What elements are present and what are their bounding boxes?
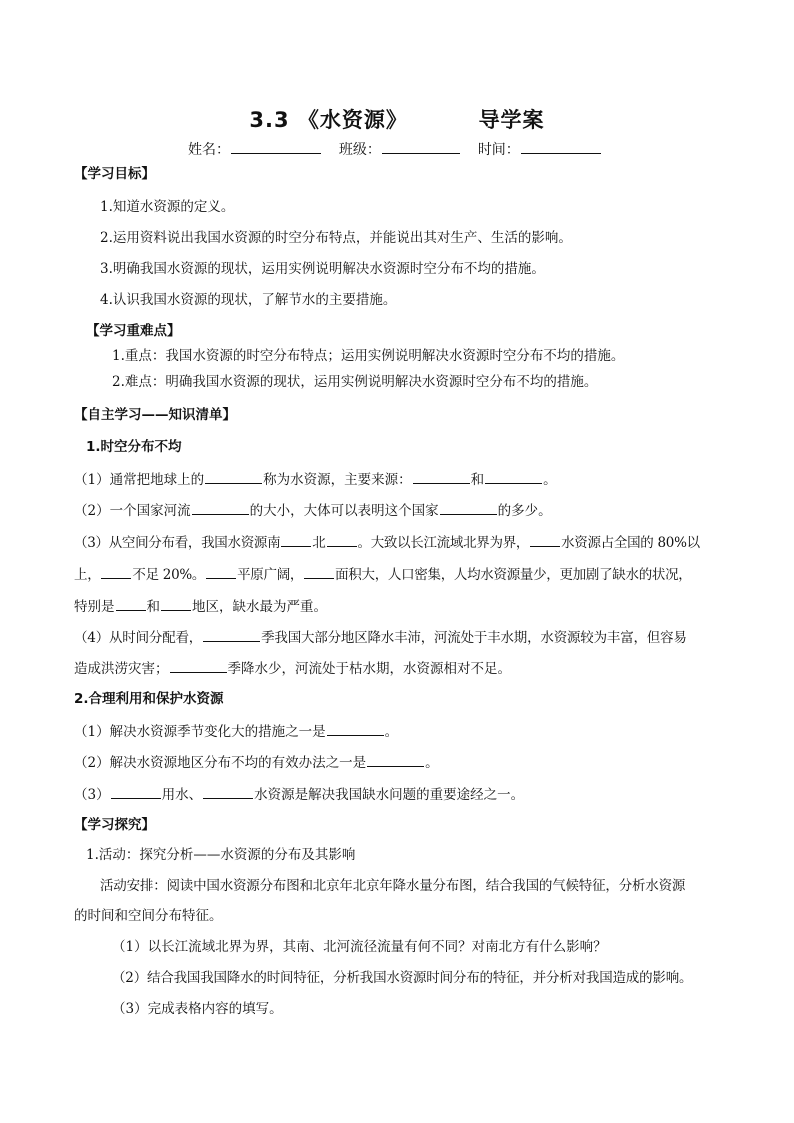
objective-item: 3.明确我国水资源的现状，运用实例说明解决水资源时空分布不均的措施。 [100, 261, 545, 277]
question-text: 地区，缺水最为严重。 [192, 599, 327, 615]
title-lesson: 3.3 《水资源》 [249, 108, 408, 132]
objective-item: 4.认识我国水资源的现状，了解节水的主要措施。 [100, 292, 397, 308]
question-text: 上， [74, 567, 101, 583]
answer-blank[interactable] [205, 469, 262, 484]
question-text: 造成洪涝灾害； [74, 661, 169, 677]
answer-blank[interactable] [327, 721, 384, 736]
answer-blank[interactable] [192, 500, 249, 515]
question-text: （1）解决水资源季节变化大的措施之一是 [74, 724, 326, 740]
question-3-line-1 [74, 532, 700, 553]
activity-arrangement-cont: 的时间和空间分布特征。 [74, 908, 223, 924]
question-text: 水资源占全国的 80%以 [561, 535, 700, 551]
time-label: 时间： [477, 142, 520, 158]
question-text: （1）通常把地球上的 [74, 472, 205, 488]
question-text: 和 [146, 599, 160, 615]
question-text: （3）从空间分布看，我国水资源南 [74, 535, 281, 551]
answer-blank[interactable] [327, 532, 357, 547]
explore-header: 【学习探究】 [74, 817, 155, 833]
answer-blank[interactable] [530, 532, 560, 547]
title-suffix: 导学案 [478, 108, 545, 132]
answer-blank[interactable] [161, 596, 191, 611]
question-text: 用水、 [161, 787, 203, 803]
objectives-header: 【学习目标】 [74, 166, 155, 182]
question-r2 [74, 752, 439, 773]
student-info-line [188, 139, 602, 160]
question-text: 的多少。 [497, 503, 552, 519]
keypoint-item: 2.难点：明确我国水资源的现状，运用实例说明解决水资源时空分布不均的措施。 [112, 374, 598, 390]
question-text: 和 [470, 472, 485, 488]
question-text: （4）从时间分配看， [74, 630, 203, 646]
question-4-line-2 [74, 658, 511, 679]
question-3-line-2 [74, 564, 692, 585]
answer-blank[interactable] [485, 469, 542, 484]
question-r1 [74, 721, 398, 742]
answer-blank[interactable] [116, 596, 146, 611]
explore-question: （2）结合我国我国降水的时间特征，分析我国水资源时间分布的特征，并分析对我国造成的影响。 [112, 970, 693, 986]
answer-blank[interactable] [111, 784, 161, 799]
time-blank[interactable] [521, 139, 601, 154]
question-4-line-1 [74, 627, 687, 648]
activity-title: 1.活动：探究分析——水资源的分布及其影响 [86, 847, 356, 863]
question-text: 称为水资源，主要来源： [263, 472, 412, 488]
answer-blank[interactable] [203, 627, 260, 642]
answer-blank[interactable] [281, 532, 311, 547]
question-text: 季降水少，河流处于枯水期，水资源相对不足。 [227, 661, 511, 677]
answer-blank[interactable] [440, 500, 497, 515]
question-3-line-3 [74, 596, 327, 617]
selfstudy-header: 【自主学习——知识清单】 [74, 407, 236, 423]
question-text: 。 [543, 472, 557, 488]
question-text: 。 [425, 755, 439, 771]
objective-item: 1.知道水资源的定义。 [100, 199, 235, 215]
explore-question: （1）以长江流域北界为界，其南、北河流径流量有何不同？对南北方有什么影响？ [112, 939, 607, 955]
question-text: 。 [384, 724, 399, 740]
question-text: 特别是 [74, 599, 115, 615]
name-blank[interactable] [231, 139, 321, 154]
answer-blank[interactable] [413, 469, 470, 484]
question-text: 不足 20%。 [132, 567, 206, 583]
answer-blank[interactable] [304, 564, 334, 579]
section-heading: 1.时空分布不均 [86, 439, 182, 455]
activity-arrangement: 活动安排：阅读中国水资源分布图和北京年北京年降水量分布图，结合我国的气候特征，分析水资源 [100, 878, 686, 894]
question-text: （2）解决水资源地区分布不均的有效办法之一是 [74, 755, 367, 771]
explore-question: （3）完成表格内容的填写。 [112, 1001, 283, 1017]
objective-item: 2.运用资料说出我国水资源的时空分布特点，并能说出其对生产、生活的影响。 [100, 230, 572, 246]
question-text: 水资源是解决我国缺水问题的重要途经之一。 [254, 787, 525, 803]
class-blank[interactable] [382, 139, 460, 154]
answer-blank[interactable] [206, 564, 236, 579]
name-label: 姓名： [188, 142, 230, 158]
question-text: 平原广阔， [237, 567, 304, 583]
question-1 [74, 469, 557, 490]
keypoint-item: 1.重点：我国水资源的时空分布特点；运用实例说明解决水资源时空分布不均的措施。 [112, 348, 625, 364]
question-text: 。大致以长江流域北界为界， [357, 535, 530, 551]
keypoints-header: 【学习重难点】 [86, 323, 181, 339]
question-text: （3） [74, 787, 110, 803]
question-text: 北 [312, 535, 326, 551]
answer-blank[interactable] [170, 658, 227, 673]
question-text: 季我国大部分地区降水丰沛，河流处于丰水期，水资源较为丰富，但容易 [261, 630, 687, 646]
question-2 [74, 500, 552, 521]
question-r3 [74, 784, 524, 805]
section-heading: 2.合理利用和保护水资源 [74, 691, 224, 707]
answer-blank[interactable] [367, 752, 424, 767]
question-text: 的大小，大体可以表明这个国家 [249, 503, 439, 519]
class-label: 班级： [338, 142, 381, 158]
answer-blank[interactable] [203, 784, 253, 799]
answer-blank[interactable] [101, 564, 131, 579]
question-text: （2）一个国家河流 [74, 503, 191, 519]
question-text: 面积大，人口密集，人均水资源量少，更加剧了缺水的状况， [335, 567, 692, 583]
page-title [0, 104, 794, 134]
